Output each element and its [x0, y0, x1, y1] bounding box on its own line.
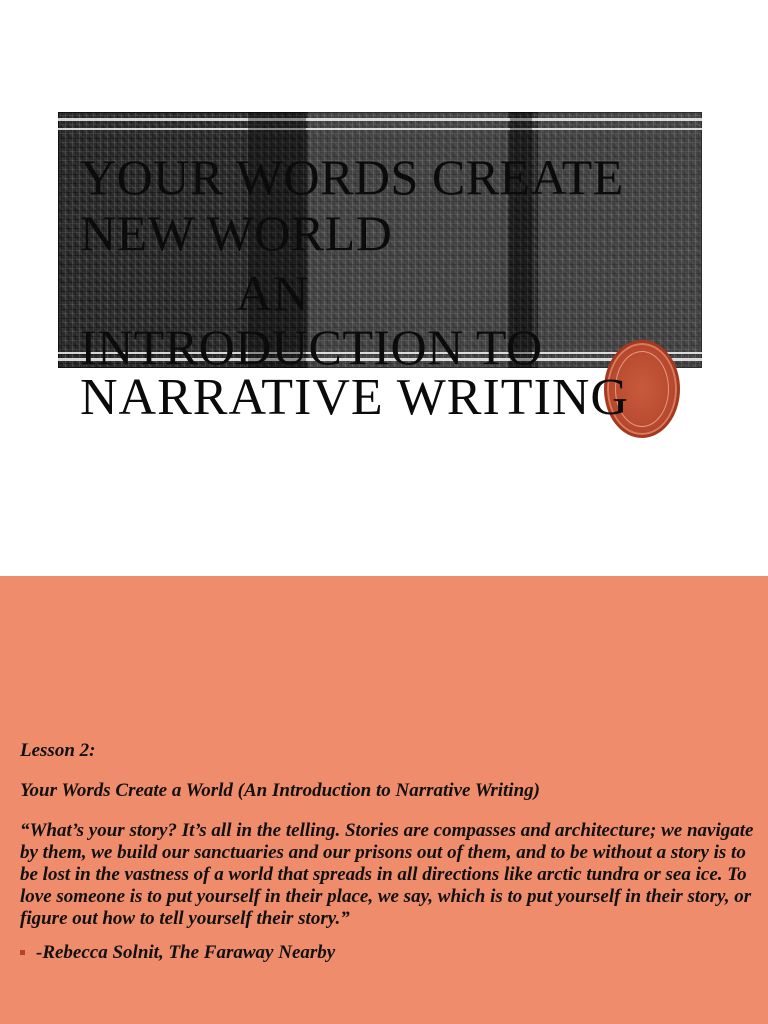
slide-title-line-2: NEW WORLD — [80, 205, 393, 261]
quote-slide — [0, 576, 768, 1024]
attribution-text: -Rebecca Solnit, The Faraway Nearby — [36, 942, 336, 963]
quote-text: “What’s your story? It’s all in the telling. Stories are compasses and architecture; we navigate by them, we build our sanctuaries and our prisons out of them, and to be without a story is to be lost in the vastness of a world that spreads in all directions like arctic tundra or sea ice. To love someone is to put yourself in their place, we say, which is to put yourself in their story, or figure out how to tell yourself their story.” — [20, 820, 754, 929]
square-bullet-icon — [20, 950, 25, 955]
lesson-subtitle: Your Words Create a World (An Introduction to Narrative Writing) — [20, 780, 540, 801]
slide-title-line-3: AN — [236, 265, 310, 321]
slide-title-line-1: YOUR WORDS CREATE — [80, 149, 624, 205]
lesson-text-block — [20, 740, 765, 964]
slide-title-line-5: NARRATIVE WRITING — [80, 369, 629, 426]
attribution-item — [20, 942, 765, 964]
lesson-label: Lesson 2: — [20, 740, 96, 761]
slide-title-line-4: INTRODUCTION TO — [80, 319, 543, 375]
